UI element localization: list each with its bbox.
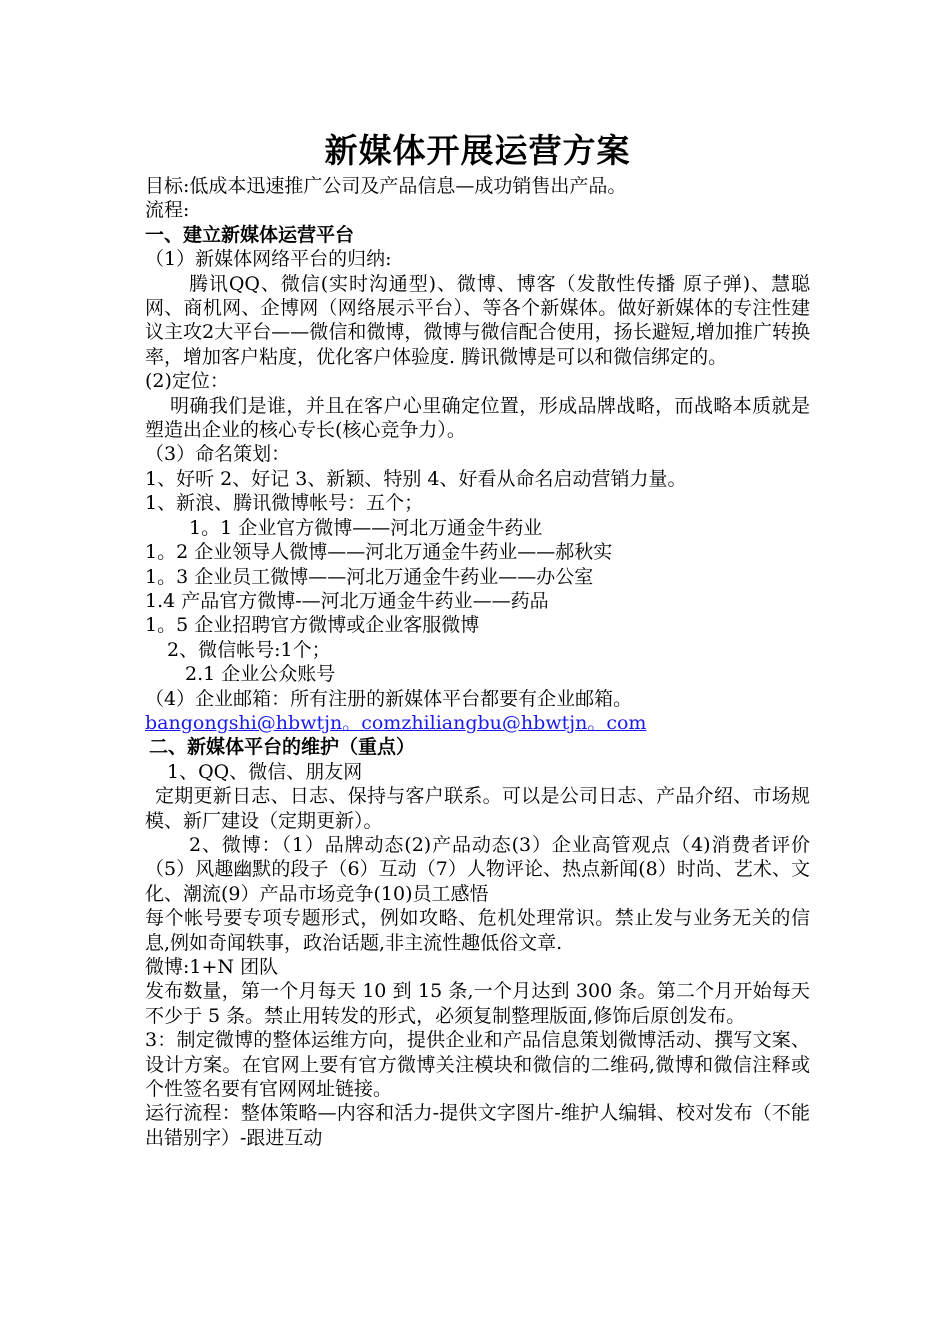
text-line: 1。5 企业招聘官方微博或企业客服微博 bbox=[145, 614, 480, 637]
text-line: 微博:1+N 团队 bbox=[145, 956, 279, 978]
text-line: 目标:低成本迅速推广公司及产品信息—成功销售出产品。 bbox=[145, 175, 627, 197]
document-content bbox=[145, 174, 810, 1150]
text-line: 流程: bbox=[145, 199, 190, 222]
text-line: 1。3 企业员工微博——河北万通金牛药业——办公室 bbox=[145, 565, 594, 588]
text-line: 1。2 企业领导人微博——河北万通金牛药业——郝秋实 bbox=[145, 541, 613, 564]
text-line: 2.1 企业公众账号 bbox=[185, 663, 336, 686]
paragraph: 3：制定微博的整体运维方向，提供企业和产品信息策划微博活动、撰写文案、设计方案。在官网上要有官方微博关注模块和微信的二维码,微博和微信注释或个性签名要有官网网址链接。 bbox=[145, 1029, 810, 1101]
paragraph: 明确我们是谁，并且在客户心里确定位置，形成品牌战略，而战略本质就是塑造出企业的核心专长(核心竞争力）。 bbox=[145, 394, 810, 442]
text-line: （1）新媒体网络平台的归纳: bbox=[145, 248, 392, 271]
text-line: （4）企业邮箱：所有注册的新媒体平台都要有企业邮箱。 bbox=[145, 687, 633, 710]
document-title: 新媒体开展运营方案 bbox=[324, 131, 631, 170]
paragraph: 运行流程：整体策略—内容和活力-提供文字图片-维护人编辑、校对发布（不能出错别字）-跟进互动 bbox=[145, 1102, 810, 1149]
text-line: 一、建立新媒体运营平台 bbox=[145, 223, 355, 246]
paragraph: 2、微博：（1）品牌动态(2)产品动态(3）企业高管观点（4)消费者评价（5）风趣幽默的段子（6）互动（7）人物评论、热点新闻(8）时尚、艺术、文化、潮流(9）产品市场竞争(10)员工感悟 bbox=[145, 833, 810, 905]
paragraph: 发布数量，第一个月每天 10 到 15 条,一个月达到 300 条。第二个月开始每天不少于 5 条。禁止用转发的形式，必须复制整理版面,修饰后原创发布。 bbox=[145, 980, 810, 1027]
text-line: 1、新浪、腾讯微博帐号：五个； bbox=[145, 492, 424, 515]
text-line: （3）命名策划： bbox=[145, 443, 291, 466]
paragraph: 定期更新日志、日志、保持与客户联系。可以是公司日志、产品介绍、市场规模、新厂建设（定期更新）。 bbox=[145, 785, 810, 832]
text-line: 二、新媒体平台的维护（重点） bbox=[149, 736, 416, 759]
text-line: 1、好听 2、好记 3、新颖、特别 4、好看从命名启动营销力量。 bbox=[145, 467, 687, 490]
paragraph: 腾讯QQ、微信(实时沟通型)、微博、博客（发散性传播 原子弹)、慧聪网、商机网、企博网（网络展示平台）、等各个新媒体。做好新媒体的专注性建议主攻2大平台——微信和微博，微博与微信配合使用，扬长避短,增加推广转换率，增加客户粘度，优化客户体验度. 腾讯微博是可以和微信绑定的。 bbox=[145, 272, 810, 368]
document-body bbox=[145, 128, 810, 1150]
text-line: 1.4 产品官方微博-—河北万通金牛药业——药品 bbox=[145, 589, 549, 612]
email-link[interactable]: bangongshi@hbwtjn。comzhiliangbu@hbwtjn。com bbox=[145, 711, 647, 734]
text-line: 1。1 企业官方微博——河北万通金牛药业 bbox=[189, 516, 543, 539]
text-line: 1、QQ、微信、朋友网 bbox=[167, 760, 363, 783]
text-line: 2、微信帐号:1个； bbox=[167, 638, 331, 661]
paragraph: 每个帐号要专项专题形式，例如攻略、危机处理常识。禁止发与业务无关的信息,例如奇闻轶事，政治话题,非主流性趣低俗文章. bbox=[145, 907, 810, 954]
text-line: (2)定位： bbox=[145, 370, 229, 393]
